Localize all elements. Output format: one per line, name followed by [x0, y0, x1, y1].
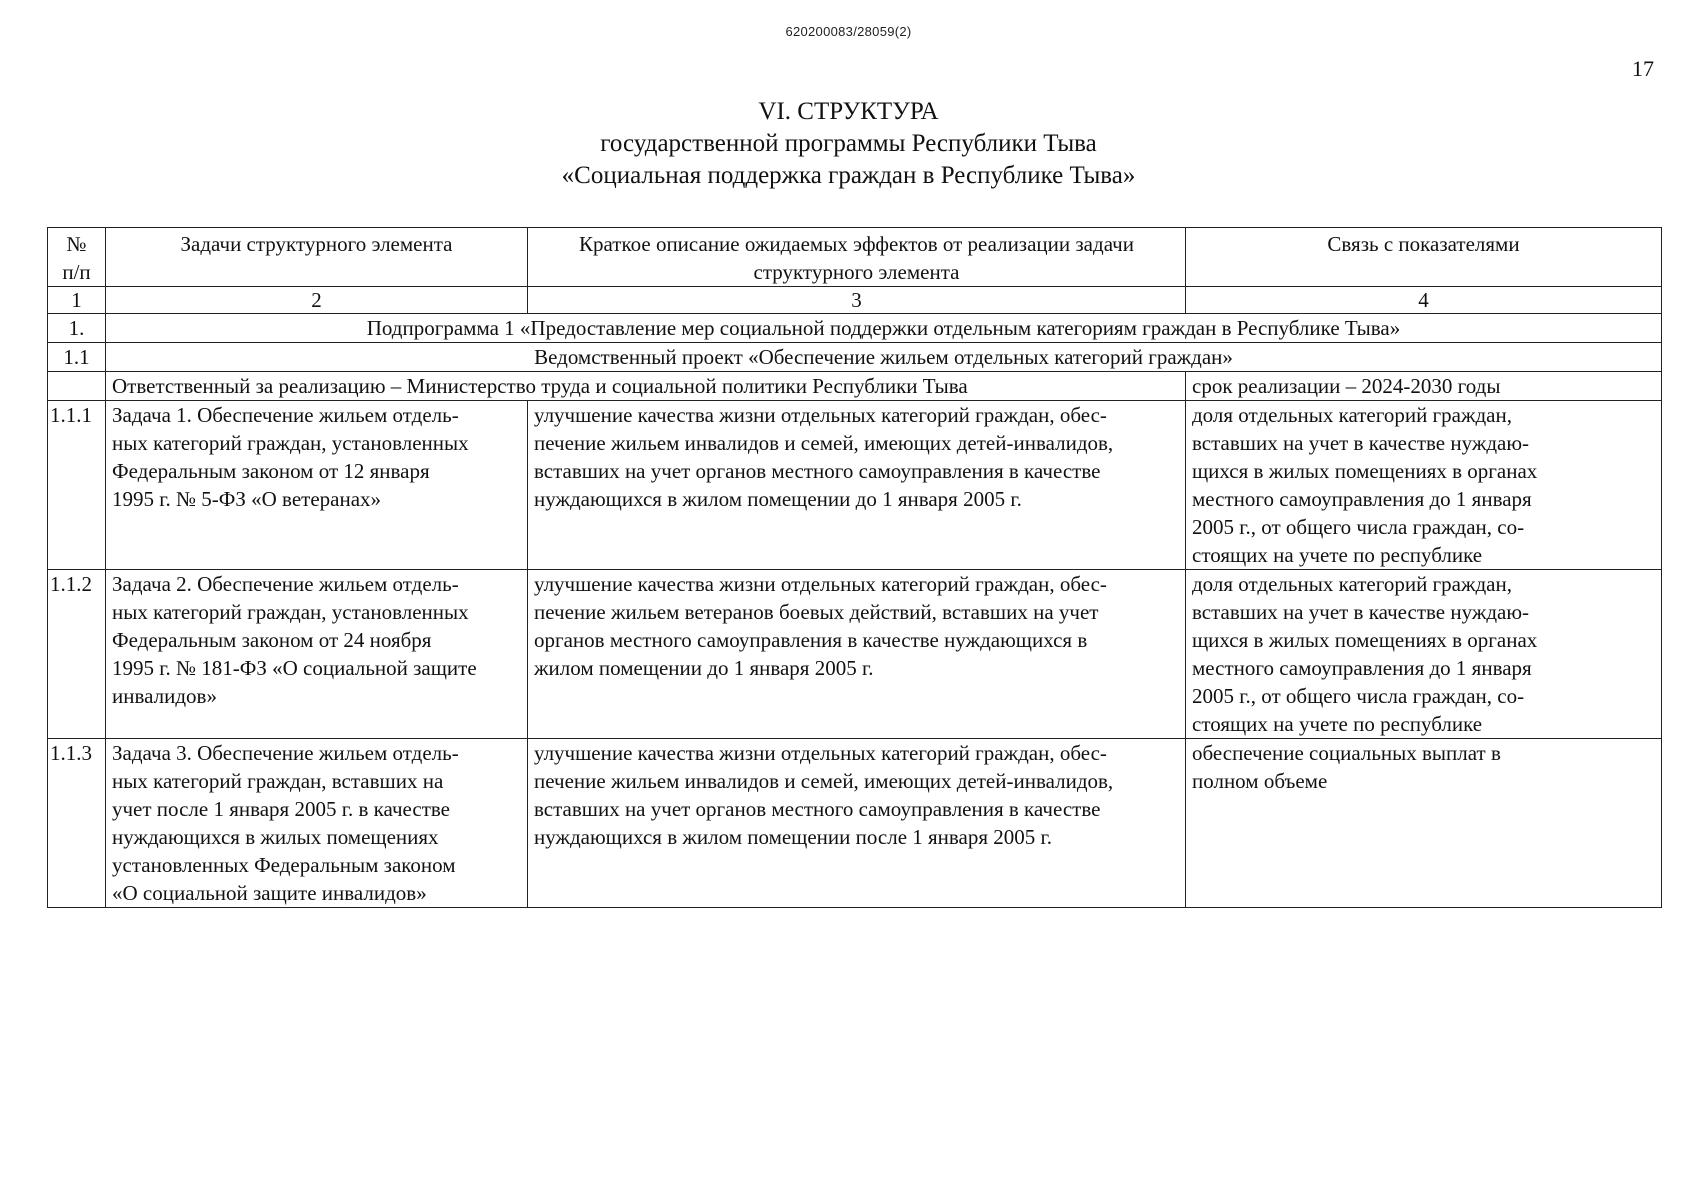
task-cell: Задача 2. Обеспечение жильем отдель- ных категорий граждан, установленных Федеральным законом от 24 ноября 1995 г. № 181-ФЗ «О социальной защите инвалидов» [106, 570, 528, 739]
effect-cell: улучшение качества жизни отдельных категорий граждан, обес- печение жильем ветеранов боевых действий, вставших на учет органов местного самоуправления в качестве нуждающихся в жилом помещении до 1 января 2005 г. [528, 570, 1186, 739]
subprogram-row [48, 314, 1662, 343]
row-number: 1.1.1 [48, 401, 106, 570]
project-number: 1.1 [48, 343, 106, 372]
header-tasks: Задачи структурного элемента [106, 228, 528, 287]
indicator-cell: доля отдельных категорий граждан, вставших на учет в качестве нуждаю- щихся в жилых помещениях в органах местного самоуправления до 1 января 2005 г., от общего числа граждан, со- стоящих на учете по республике [1186, 570, 1662, 739]
structure-table [47, 227, 1662, 908]
implementation-period: срок реализации – 2024-2030 годы [1186, 372, 1662, 401]
column-number: 2 [106, 287, 528, 314]
project-title: Ведомственный проект «Обеспечение жильем отдельных категорий граждан» [106, 343, 1662, 372]
indicator-cell: доля отдельных категорий граждан, вставших на учет в качестве нуждаю- щихся в жилых помещениях в органах местного самоуправления до 1 января 2005 г., от общего числа граждан, со- стоящих на учете по республике [1186, 401, 1662, 570]
column-number: 1 [48, 287, 106, 314]
task-cell: Задача 3. Обеспечение жильем отдель- ных категорий граждан, вставших на учет после 1 января 2005 г. в качестве нуждающихся в жилых помещениях установленных Федеральным законом «О социальной защите инвалидов» [106, 739, 528, 908]
responsible-text: Ответственный за реализацию – Министерство труда и социальной политики Республики Тыва [106, 372, 1186, 401]
indicator-cell: обеспечение социальных выплат в полном объеме [1186, 739, 1662, 908]
header-indicators: Связь с показателями [1186, 228, 1662, 287]
document-id: 620200083/28059(2) [785, 24, 912, 39]
responsible-row [48, 372, 1662, 401]
row-number: 1.1.2 [48, 570, 106, 739]
title-line: государственной программы Республики Тыва [600, 130, 1097, 157]
column-number: 4 [1186, 287, 1662, 314]
subprogram-title: Подпрограмма 1 «Предоставление мер социальной поддержки отдельным категориям граждан в Республике Тыва» [106, 314, 1662, 343]
effect-cell: улучшение качества жизни отдельных категорий граждан, обес- печение жильем инвалидов и семей, имеющих детей-инвалидов, вставших на учет органов местного самоуправления в качестве нуждающихся в жилом помещении после 1 января 2005 г. [528, 739, 1186, 908]
header-effects: Краткое описание ожидаемых эффектов от реализации задачи структурного элемента [528, 228, 1186, 287]
title-line: VI. СТРУКТУРА [758, 98, 939, 125]
column-number-row [48, 287, 1662, 314]
project-row [48, 343, 1662, 372]
document-title [0, 96, 1697, 192]
responsible-number [48, 372, 106, 401]
title-line: «Социальная поддержка граждан в Республике Тыва» [561, 162, 1136, 189]
task-cell: Задача 1. Обеспечение жильем отдель- ных категорий граждан, установленных Федеральным законом от 12 января 1995 г. № 5-ФЗ «О ветеранах» [106, 401, 528, 570]
structure-table-container [47, 227, 1661, 908]
header-number: № п/п [48, 228, 106, 287]
subprogram-number: 1. [48, 314, 106, 343]
table-row [48, 570, 1662, 739]
row-number: 1.1.3 [48, 739, 106, 908]
column-number: 3 [528, 287, 1186, 314]
table-row [48, 401, 1662, 570]
table-row [48, 739, 1662, 908]
page-number: 17 [1632, 56, 1654, 81]
header-row [48, 228, 1662, 287]
effect-cell: улучшение качества жизни отдельных категорий граждан, обес- печение жильем инвалидов и семей, имеющих детей-инвалидов, вставших на учет органов местного самоуправления в качестве нуждающихся в жилом помещении до 1 января 2005 г. [528, 401, 1186, 570]
